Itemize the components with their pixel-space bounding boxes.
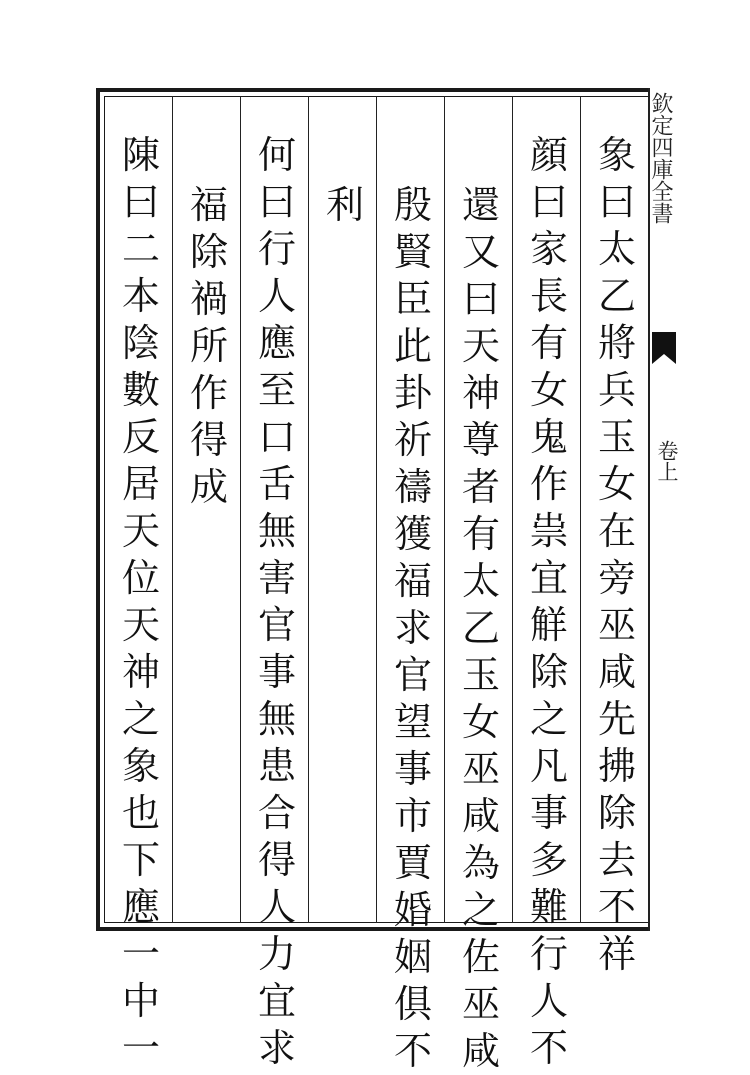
- glyph: 女: [597, 462, 636, 506]
- glyph: 禍: [189, 277, 228, 321]
- glyph: 又: [461, 230, 500, 274]
- column-rule: [580, 96, 581, 923]
- glyph: 之: [461, 888, 500, 932]
- glyph: 無: [257, 697, 296, 741]
- glyph: 在: [597, 509, 636, 553]
- glyph: 官: [257, 603, 296, 647]
- glyph: 何: [257, 133, 296, 177]
- glyph: 應: [121, 885, 160, 929]
- column-rule: [376, 96, 377, 923]
- glyph: 先: [597, 697, 636, 741]
- glyph: 神: [461, 371, 500, 415]
- column-rule: [172, 96, 173, 923]
- glyph: 二: [121, 227, 160, 271]
- glyph: 應: [257, 321, 296, 365]
- glyph: 乙: [461, 606, 500, 650]
- glyph: 人: [529, 979, 568, 1023]
- glyph: 曰: [529, 180, 568, 224]
- glyph: 長: [529, 274, 568, 318]
- glyph: 患: [257, 744, 296, 788]
- glyph: 合: [257, 791, 296, 835]
- glyph: 曰: [597, 180, 636, 224]
- glyph: 婚: [393, 888, 432, 932]
- glyph: 一: [121, 1026, 160, 1070]
- glyph: 姻: [393, 935, 432, 979]
- glyph: 尊: [461, 418, 500, 462]
- glyph: 太: [461, 559, 500, 603]
- glyph: 此: [393, 324, 432, 368]
- glyph: 咸: [461, 794, 500, 838]
- glyph: 福: [189, 183, 228, 227]
- glyph: 賈: [393, 841, 432, 885]
- glyph: 多: [529, 838, 568, 882]
- glyph: 天: [121, 603, 160, 647]
- column-rule: [240, 96, 241, 923]
- glyph: 觧: [529, 603, 568, 647]
- glyph: 獲: [393, 512, 432, 556]
- glyph: 巫: [597, 603, 636, 647]
- glyph: 福: [393, 559, 432, 603]
- glyph: 佐: [461, 935, 500, 979]
- glyph: 凡: [529, 744, 568, 788]
- glyph: 不: [393, 1029, 432, 1073]
- glyph: 卦: [393, 371, 432, 415]
- glyph: 除: [597, 791, 636, 835]
- glyph: 得: [189, 418, 228, 462]
- glyph: 祈: [393, 418, 432, 462]
- glyph: 不: [529, 1026, 568, 1070]
- glyph: 無: [257, 509, 296, 553]
- glyph: 官: [393, 653, 432, 697]
- glyph: 咸: [461, 1029, 500, 1073]
- glyph: 居: [121, 462, 160, 506]
- glyph: 巫: [461, 982, 500, 1026]
- text-column-1: [590, 132, 644, 978]
- glyph: 巫: [461, 747, 500, 791]
- glyph: 事: [257, 650, 296, 694]
- glyph: 陰: [121, 321, 160, 365]
- glyph: 玉: [597, 415, 636, 459]
- glyph: 宜: [529, 556, 568, 600]
- glyph: 除: [189, 230, 228, 274]
- glyph: 望: [393, 700, 432, 744]
- glyph: 曰: [461, 277, 500, 321]
- glyph: 咸: [597, 650, 636, 694]
- glyph: 有: [529, 321, 568, 365]
- glyph: 還: [461, 183, 500, 227]
- glyph: 為: [461, 841, 500, 885]
- glyph: 祥: [597, 932, 636, 976]
- glyph: 害: [257, 556, 296, 600]
- glyph: 祟: [529, 509, 568, 553]
- text-column-5: [318, 182, 372, 229]
- text-column-8: [114, 132, 168, 1072]
- glyph: 旁: [597, 556, 636, 600]
- glyph: 行: [529, 932, 568, 976]
- glyph: 太: [597, 227, 636, 271]
- glyph: 宜: [257, 979, 296, 1023]
- glyph: 行: [257, 227, 296, 271]
- glyph: 利: [325, 183, 364, 227]
- glyph: 反: [121, 415, 160, 459]
- glyph: 數: [121, 368, 160, 412]
- glyph: 天: [121, 509, 160, 553]
- glyph: 除: [529, 650, 568, 694]
- glyph: 不: [597, 885, 636, 929]
- glyph: 下: [121, 838, 160, 882]
- margin-volume: 卷上: [655, 440, 679, 482]
- glyph: 俱: [393, 982, 432, 1026]
- glyph: 成: [189, 465, 228, 509]
- text-column-3: [454, 182, 508, 1075]
- glyph: 鬼: [529, 415, 568, 459]
- text-column-4: [386, 182, 440, 1075]
- margin-book-title: 欽定四庫全書: [648, 92, 673, 224]
- glyph: 所: [189, 324, 228, 368]
- glyph: 市: [393, 794, 432, 838]
- glyph: 作: [529, 462, 568, 506]
- text-column-7: [182, 182, 236, 511]
- glyph: 乙: [597, 274, 636, 318]
- column-rule: [308, 96, 309, 923]
- glyph: 陳: [121, 133, 160, 177]
- glyph: 人: [257, 885, 296, 929]
- glyph: 之: [121, 697, 160, 741]
- glyph: 本: [121, 274, 160, 318]
- text-column-2: [522, 132, 576, 1072]
- glyph: 有: [461, 512, 500, 556]
- glyph: 事: [393, 747, 432, 791]
- glyph: 顔: [529, 133, 568, 177]
- glyph: 象: [597, 133, 636, 177]
- glyph: 拂: [597, 744, 636, 788]
- glyph: 力: [257, 932, 296, 976]
- glyph: 女: [461, 700, 500, 744]
- glyph: 玉: [461, 653, 500, 697]
- glyph: 一: [121, 932, 160, 976]
- glyph: 將: [597, 321, 636, 365]
- glyph: 去: [597, 838, 636, 882]
- glyph: 賢: [393, 230, 432, 274]
- glyph: 女: [529, 368, 568, 412]
- glyph: 事: [529, 791, 568, 835]
- fish-tail-mark-icon: [648, 330, 680, 372]
- glyph: 至: [257, 368, 296, 412]
- column-rule: [512, 96, 513, 923]
- glyph: 中: [121, 979, 160, 1023]
- glyph: 難: [529, 885, 568, 929]
- glyph: 口: [257, 415, 296, 459]
- glyph: 也: [121, 791, 160, 835]
- glyph: 位: [121, 556, 160, 600]
- glyph: 求: [393, 606, 432, 650]
- glyph: 臣: [393, 277, 432, 321]
- glyph: 家: [529, 227, 568, 271]
- glyph: 得: [257, 838, 296, 882]
- glyph: 者: [461, 465, 500, 509]
- glyph: 曰: [121, 180, 160, 224]
- column-rule: [444, 96, 445, 923]
- glyph: 禱: [393, 465, 432, 509]
- glyph: 人: [257, 274, 296, 318]
- glyph: 之: [529, 697, 568, 741]
- text-column-6: [250, 132, 304, 1072]
- glyph: 神: [121, 650, 160, 694]
- glyph: 天: [461, 324, 500, 368]
- glyph: 曰: [257, 180, 296, 224]
- glyph: 兵: [597, 368, 636, 412]
- glyph: 求: [257, 1026, 296, 1070]
- glyph: 作: [189, 371, 228, 415]
- glyph: 舌: [257, 462, 296, 506]
- glyph: 象: [121, 744, 160, 788]
- glyph: 殷: [393, 183, 432, 227]
